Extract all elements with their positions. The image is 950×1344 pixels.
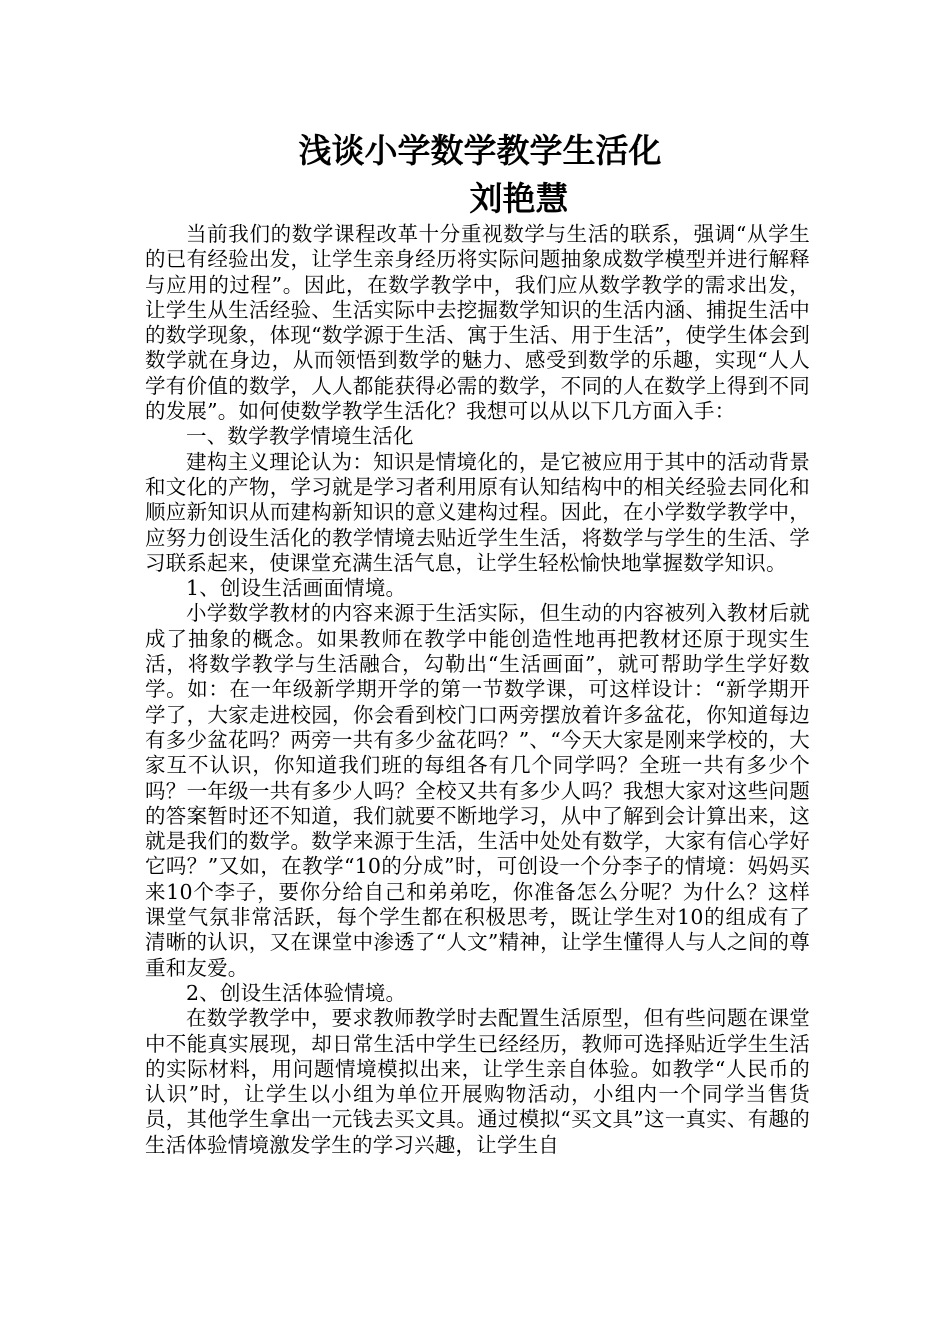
- paragraph-intro: 当前我们的数学课程改革十分重视数学与生活的联系，强调“从学生的已有经验出发，让学生亲身经历将实际问题抽象成数学模型并进行解释与应用的过程”。因此，在数学教学中，我们应从数学教学的需求出发，让学生从生活经验、生活实际中去挖掘数学知识的生活内涵、捕捉生活中的数学现象，体现“数学源于生活、寓于生活、用于生活”，使学生体会到数学就在身边，从而领悟到数学的魅力、感受到数学的乐趣，实现“人人学有价值的数学，人人都能获得必需的数学，不同的人在数学上得到不同的发展”。如何使数学教学生活化？我想可以从以下几方面入手：: [145, 222, 810, 424]
- paragraph-constructivism: 建构主义理论认为：知识是情境化的，是它被应用于其中的活动背景和文化的产物，学习就是学习者利用原有认知结构中的相关经验去同化和顺应新知识从而建构新知识的意义建构过程。因此，在小学数学教学中，应努力创设生活化的教学情境去贴近学生生活，将数学与学生的生活、学习联系起来，使课堂充满生活气息，让学生轻松愉快地掌握数学知识。: [145, 449, 810, 575]
- subsection-heading-2: 2、创设生活体验情境。: [186, 980, 407, 1005]
- paragraph-life-experience: 在数学教学中，要求教师教学时去配置生活原型，但有些问题在课堂中不能真实展现，却日常生活中学生已经经历，教师可选择贴近学生生活的实际材料，用问题情境模拟出来，让学生亲自体验。如教学“人民币的认识”时，让学生以小组为单位开展购物活动，小组内一个同学当售货员，其他学生拿出一元钱去买文具。通过模拟“买文具”这一真实、有趣的生活体验情境激发学生的学习兴趣，让学生自: [145, 1006, 810, 1157]
- paragraph-life-scene: 小学数学教材的内容来源于生活实际，但生动的内容被列入教材后就成了抽象的概念。如果教师在教学中能创造性地再把教材还原于现实生活，将数学教学与生活融合，勾勒出“生活画面”，就可帮助学生学好数学。如：在一年级新学期开学的第一节数学课，可这样设计：“新学期开学了，大家走进校园，你会看到校门口两旁摆放着许多盆花，你知道每边有多少盆花吗？两旁一共有多少盆花吗？”、“今天大家是刚来学校的，大家互不认识，你知道我们班的每组各有几个同学吗？全班一共有多少个吗？一年级一共有多少人吗？全校又共有多少人吗？我想大家对这些问题的答案暂时还不知道，我们就要不断地学习，从中了解到会计算出来，这就是我们的数学。数学来源于生活，生活中处处有数学，大家有信心学好它吗？”又如，在教学“10的分成”时，可创设一个分李子的情境：妈妈买来10个李子，要你分给自己和弟弟吃，你准备怎么分呢？为什么？这样课堂气氛非常活跃，每个学生都在积极思考，既让学生对10的组成有了清晰的认识，又在课堂中渗透了“人文”精神，让学生懂得人与人之间的尊重和友爱。: [145, 601, 810, 980]
- section-heading-1: 一、数学教学情境生活化: [186, 424, 414, 449]
- subsection-heading-1: 1、创设生活画面情境。: [186, 576, 407, 601]
- document-author: 刘艳慧: [469, 179, 569, 218]
- document-body: [145, 222, 810, 1158]
- document-title: 浅谈小学数学教学生活化: [298, 131, 662, 170]
